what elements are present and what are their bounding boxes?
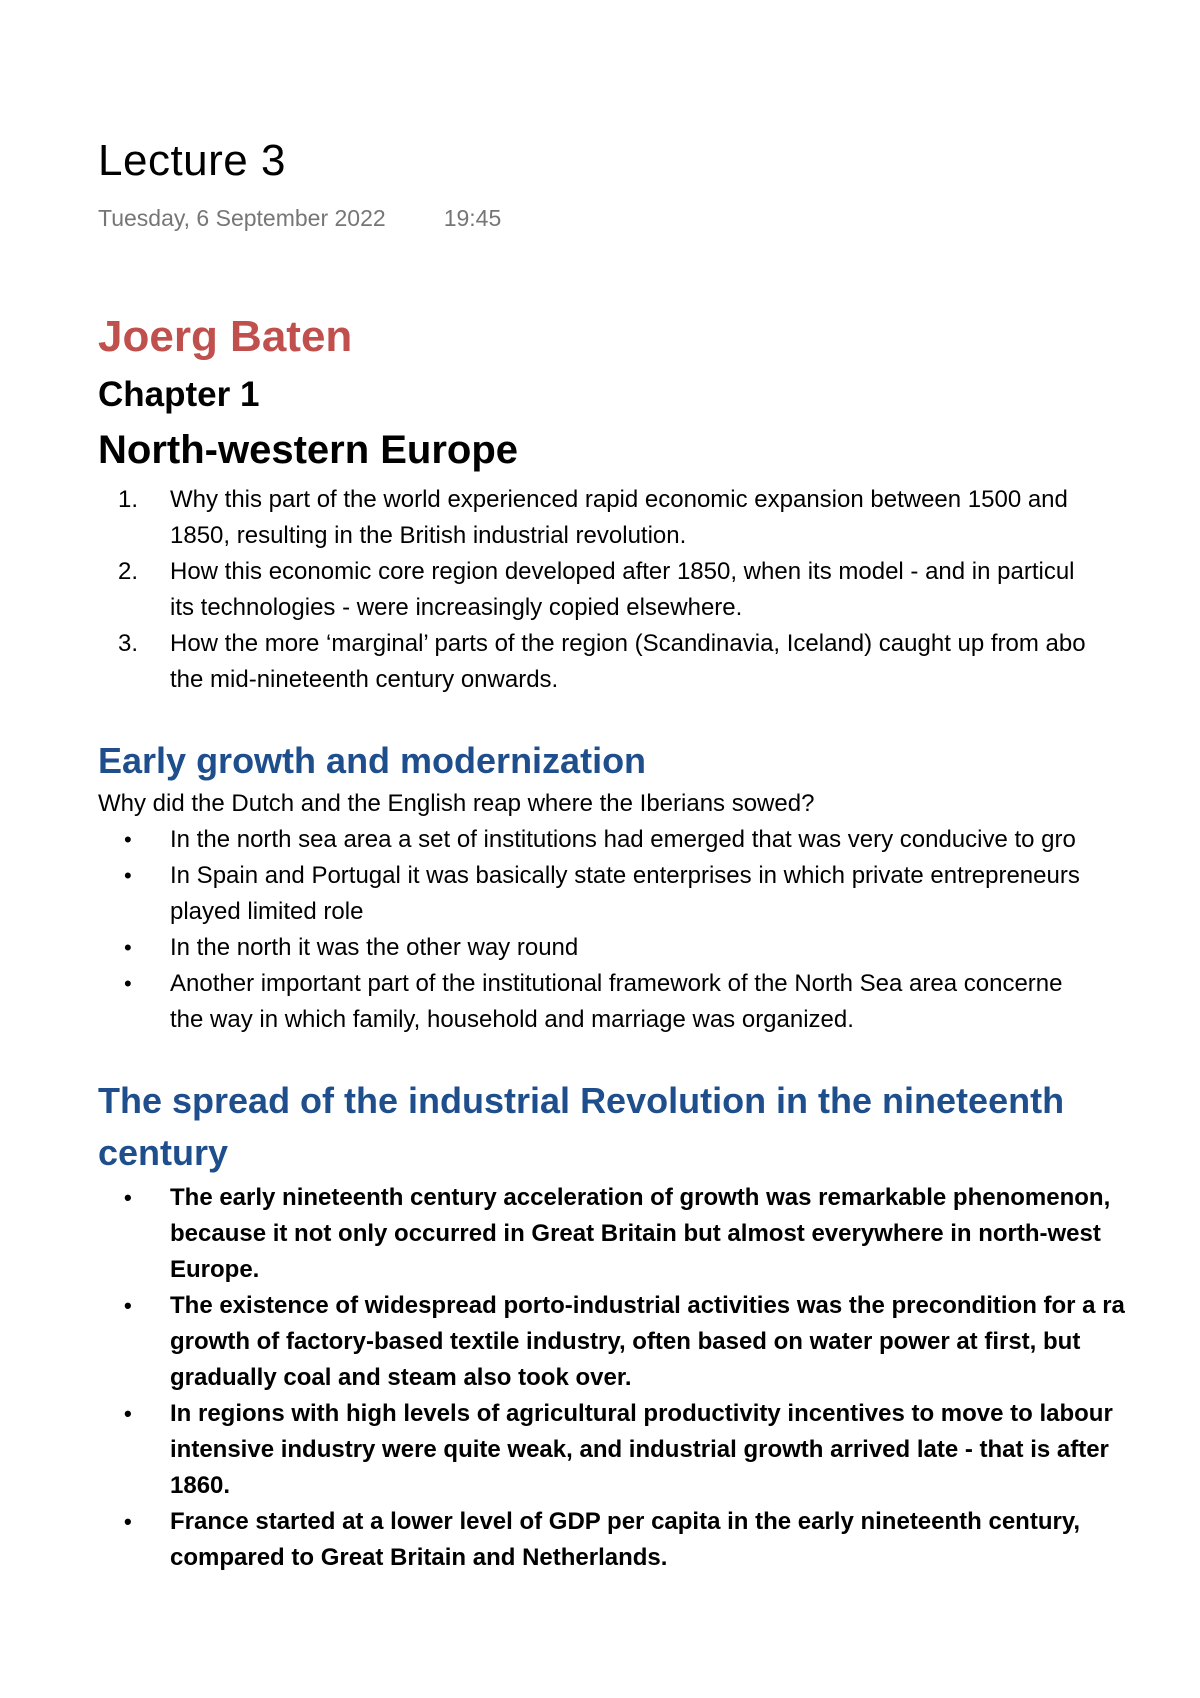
list-item-line: the mid-nineteenth century onwards. [170,666,559,693]
bullet-icon: • [124,827,132,852]
list-item-line: Europe. [170,1256,260,1283]
list-item-line: growth of factory-based textile industry, often based on water power at first, but [170,1328,1081,1355]
list-item-line: How this economic core region developed after 1850, when its model - and in particul [170,558,1075,585]
list-number: 3. [118,630,139,657]
region-heading: North-western Europe [98,428,519,472]
page-meta [98,205,501,232]
list-item [98,626,1200,698]
section-heading-industrial-revolution [98,1080,1064,1174]
list-item [98,1504,1200,1576]
bullet-icon: • [124,1509,132,1534]
chapter-heading: Chapter 1 [98,375,260,414]
list-item-line: 1850, resulting in the British industrial revolution. [170,522,687,549]
list-item-line: France started at a lower level of GDP per capita in the early nineteenth century, [170,1508,1081,1535]
list-item [98,930,1200,966]
bullet-list [98,822,1200,1038]
list-item-line: because it not only occurred in Great Britain but almost everywhere in north-west [170,1220,1101,1247]
bullet-icon: • [124,1293,132,1318]
list-item-line: intensive industry were quite weak, and industrial growth arrived late - that is after [170,1436,1109,1463]
section-intro: Why did the Dutch and the English reap where the Iberians sowed? [98,790,815,817]
list-item-line: The early nineteenth century acceleration of growth was remarkable phenomenon, [170,1184,1111,1211]
section-heading-early-growth: Early growth and modernization [98,740,647,781]
author-heading: Joerg Baten [98,312,353,361]
list-item [98,1180,1200,1288]
list-item [98,966,1200,1038]
list-item-line: The existence of widespread porto-industrial activities was the precondition for a ra [170,1292,1125,1319]
list-item [98,822,1200,858]
list-item [98,1288,1200,1396]
list-item [98,858,1200,930]
list-item [98,482,1200,554]
bullet-icon: • [124,1401,132,1426]
list-item-line: played limited role [170,898,364,925]
list-item-line: Why this part of the world experienced rapid economic expansion between 1500 and [170,486,1068,513]
bullet-icon: • [124,1185,132,1210]
page-title: Lecture 3 [98,136,286,185]
list-item-line: gradually coal and steam also took over. [170,1364,632,1391]
bullet-icon: • [124,863,132,888]
list-number: 2. [118,558,139,585]
bullet-icon: • [124,971,132,996]
list-item [98,554,1200,626]
page-time: 19:45 [443,205,502,231]
page-date: Tuesday, 6 September 2022 [98,205,386,231]
list-item-line: the way in which family, household and marriage was organized. [170,1006,854,1033]
list-item-line: its technologies - were increasingly copied elsewhere. [170,594,743,621]
numbered-list [98,482,1200,698]
list-item-line: In regions with high levels of agricultural productivity incentives to move to labour [170,1400,1113,1427]
list-item-line: compared to Great Britain and Netherlands. [170,1544,668,1571]
list-item-line: In the north sea area a set of institutions had emerged that was very conducive to gro [170,826,1076,853]
list-item [98,1396,1200,1504]
list-item-line: 1860. [170,1472,231,1499]
list-item-line: In the north it was the other way round [170,934,579,961]
list-item-line: How the more ‘marginal’ parts of the region (Scandinavia, Iceland) caught up from abo [170,630,1086,657]
list-number: 1. [118,486,139,513]
bullet-list-bold [98,1180,1200,1576]
list-item-line: Another important part of the institutional framework of the North Sea area concerne [170,970,1063,997]
section-heading-line: century [98,1132,229,1173]
section-heading-line: The spread of the industrial Revolution in the nineteenth [98,1080,1065,1121]
list-item-line: In Spain and Portugal it was basically state enterprises in which private entrepreneurs [170,862,1080,889]
bullet-icon: • [124,935,132,960]
